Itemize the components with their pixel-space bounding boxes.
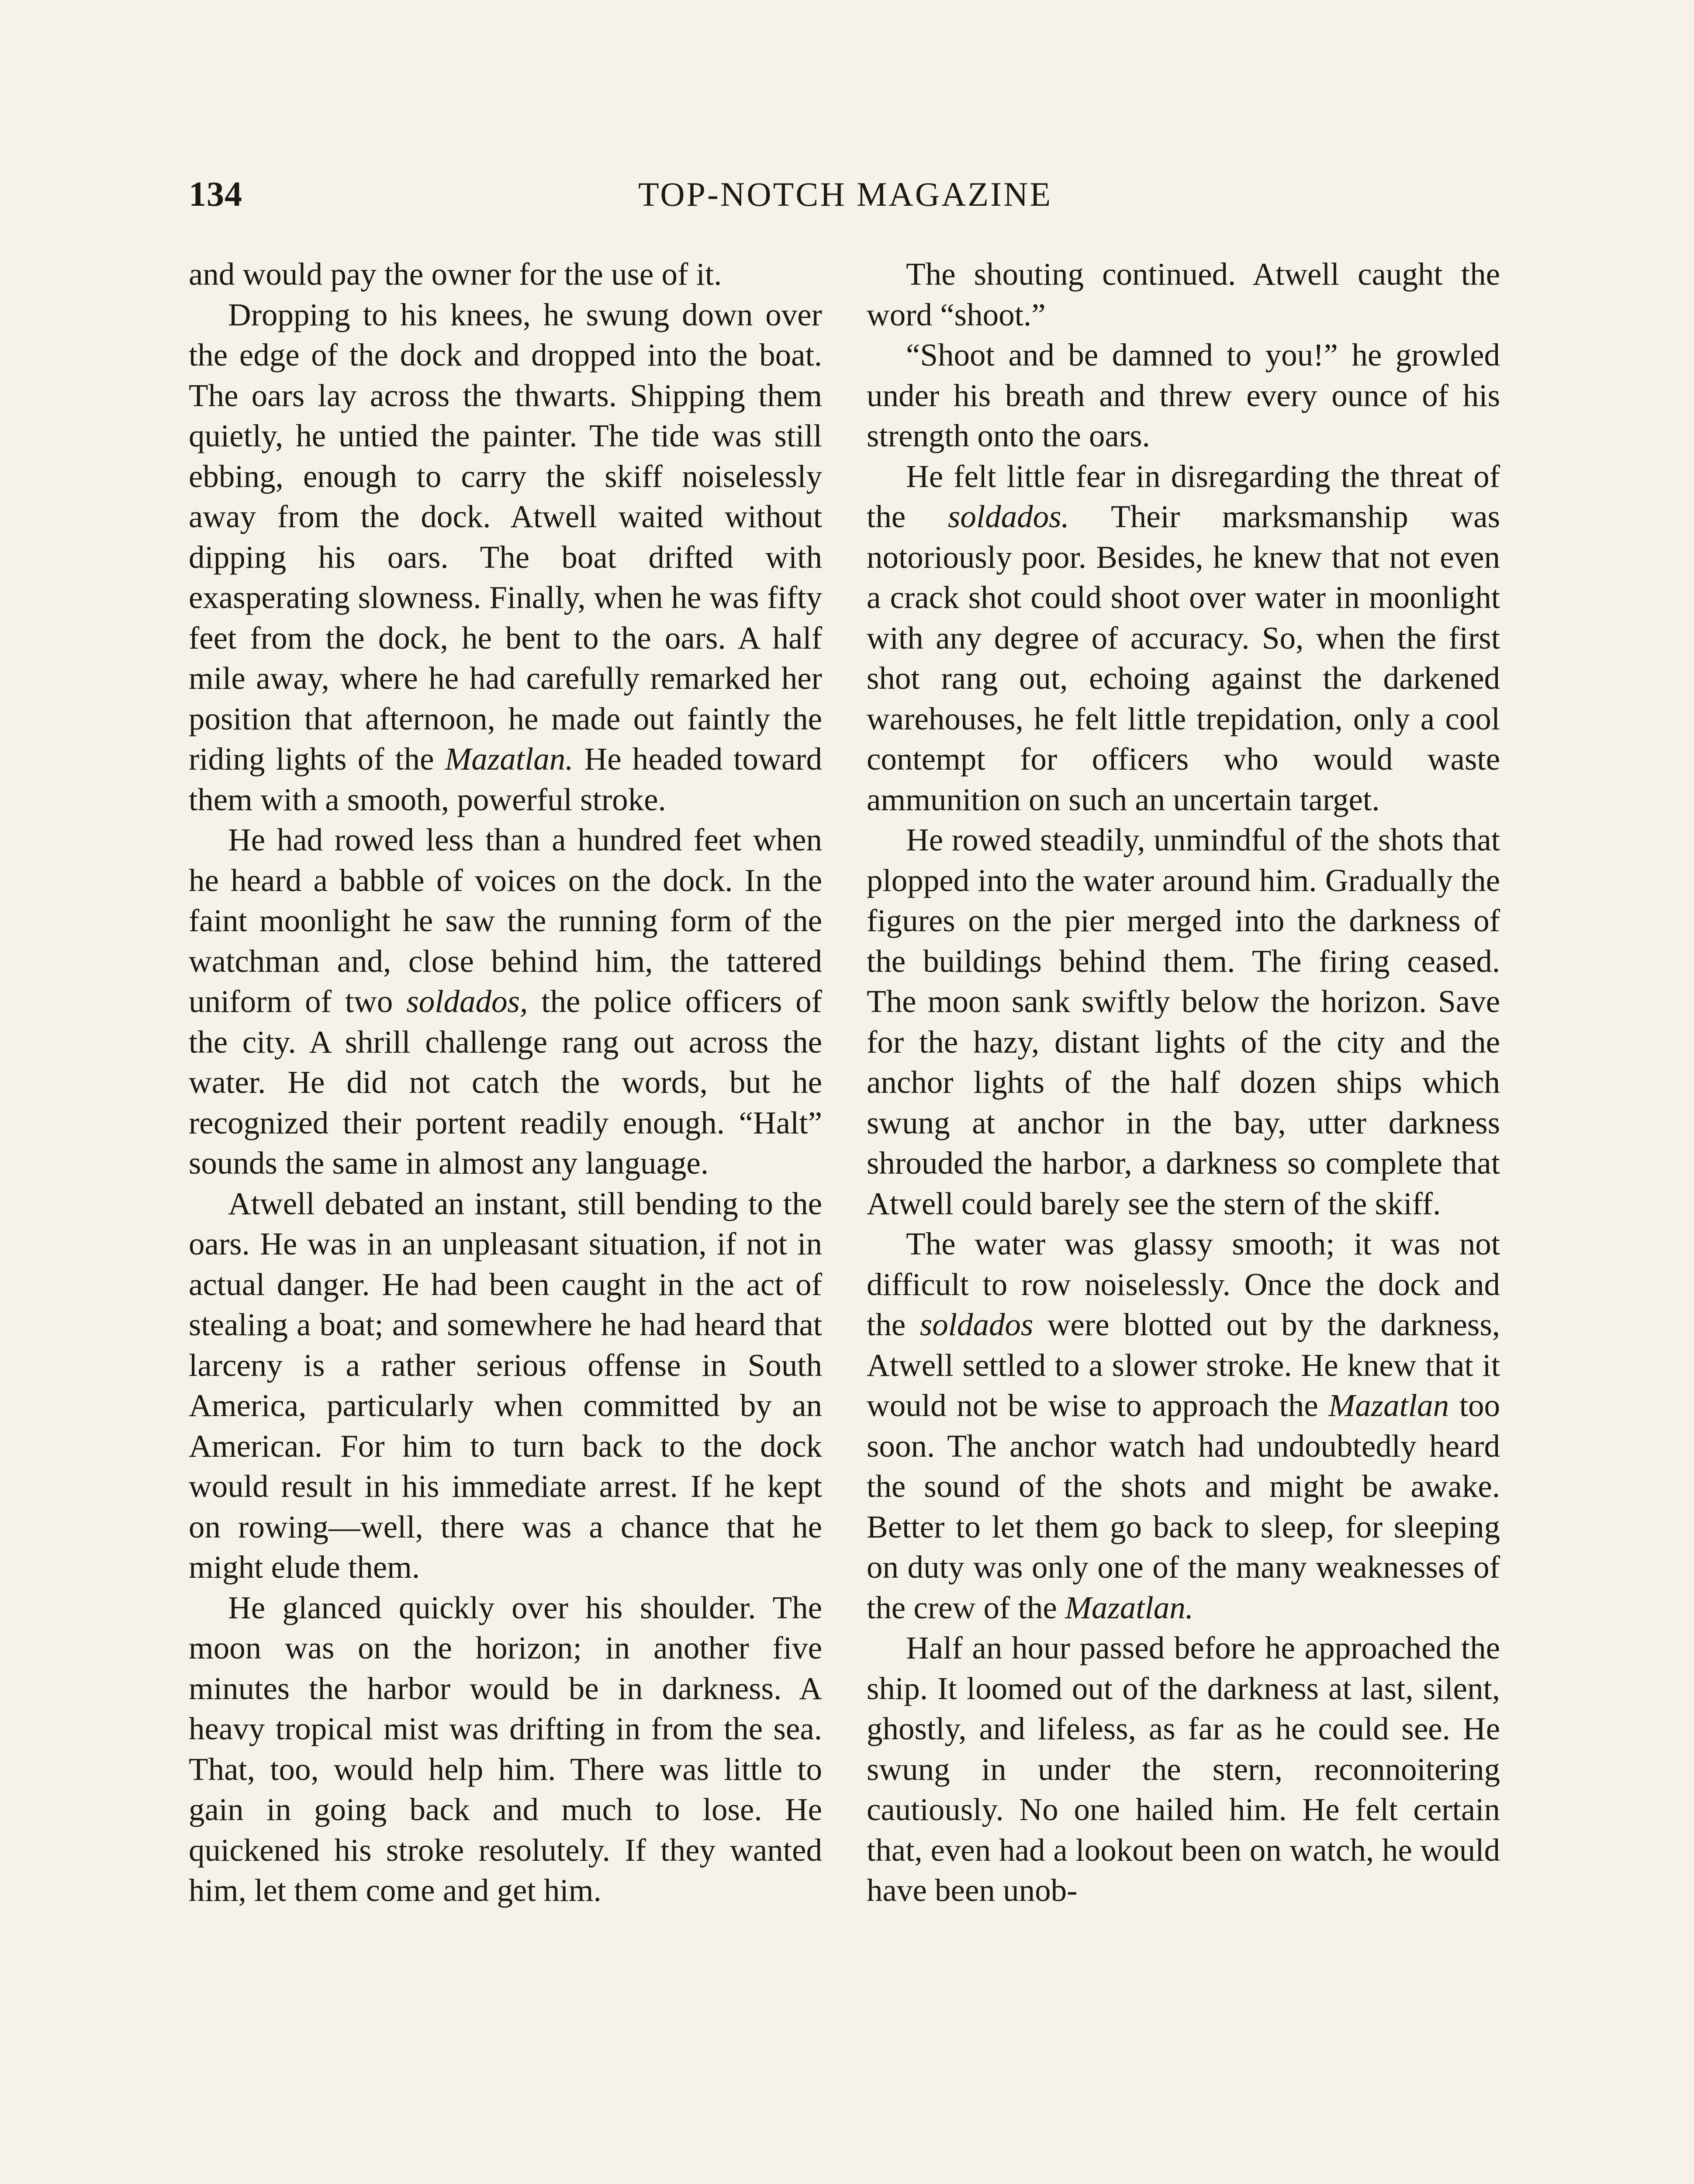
- paragraph: [867, 456, 1500, 820]
- page-header: [189, 175, 1502, 232]
- paragraph: [867, 1628, 1500, 1911]
- italic-text: Mazatlan: [1328, 1388, 1449, 1423]
- text-run: the police officers of the city. A shrill challenge rang out across the water. He did not catch the words, but he recognized their portent readily enough. “Halt” sounds the same in almost any language.: [189, 984, 822, 1181]
- italic-text: soldados.: [947, 499, 1069, 534]
- paragraph: [189, 254, 822, 295]
- left-text-column: [189, 254, 822, 2184]
- text-run: Their marksmanship was notoriously poor. Besides, he knew that not even a crack shot could shoot over water in moonlight with any degree of accuracy. So, when the first shot rang out, echoing against the darkened warehouses, he felt little trepidation, only a cool contempt for officers who would waste ammunition on such an uncertain target.: [867, 499, 1500, 817]
- paragraph: [189, 1588, 822, 1911]
- paragraph: [867, 1224, 1500, 1628]
- text-run: He headed toward them with a smooth, powerful stroke.: [189, 741, 822, 817]
- paragraph: [867, 254, 1500, 335]
- paragraph: [867, 820, 1500, 1224]
- italic-text: Mazatlan.: [1065, 1590, 1194, 1625]
- italic-text: soldados: [920, 1307, 1034, 1342]
- text-run: Half an hour passed before he approached the ship. It loomed out of the darkness at last, silent, ghostly, and lifeless, as far as he could see. He swung in under the stern, reconnoitering cautiously. No one hailed him. He felt certain that, even had a lookout been on watch, he would have been unob-: [867, 1630, 1500, 1908]
- italic-text: soldados,: [406, 984, 528, 1019]
- text-run: Dropping to his knees, he swung down over the edge of the dock and dropped into the boat. The oars lay across the thwarts. Shipping them quietly, he untied the painter. The tide was still ebbing, enough to carry the skiff noiselessly away from the dock. Atwell waited without dipping his oars. The boat drifted with exasperating slowness. Finally, when he was fifty feet from the dock, he bent to the oars. A half mile away, where he had carefully remarked her position that afternoon, he made out faintly the riding lights of the: [189, 297, 822, 777]
- right-text-column: [867, 254, 1500, 2184]
- text-run: too soon. The anchor watch had undoubtedly heard the sound of the shots and might be awake. Better to let them go back to sleep, for sleeping on duty was only one of the many weaknesses of the crew of the: [867, 1388, 1500, 1625]
- paragraph: [189, 820, 822, 1184]
- text-run: Atwell debated an instant, still bending to the oars. He was in an unpleasant situation, if not in actual danger. He had been caught in the act of stealing a boat; and somewhere he had heard that larceny is a rather serious offense in South America, particularly when committed by an American. For him to turn back to the dock would result in his immediate arrest. If he kept on rowing—well, there was a chance that he might elude them.: [189, 1185, 822, 1585]
- paragraph: [189, 295, 822, 820]
- italic-text: Mazatlan.: [445, 741, 574, 777]
- paragraph: [189, 1184, 822, 1588]
- text-run: The water was glassy smooth; it was not difficult to row noiselessly. Once the dock and the: [867, 1226, 1500, 1342]
- running-title: TOP-NOTCH MAGAZINE: [638, 175, 1052, 213]
- text-run: were blotted out by the darkness, Atwell settled to a slower stroke. He knew that it would not be wise to approach the: [867, 1307, 1500, 1423]
- text-run: He had rowed less than a hundred feet when he heard a babble of voices on the dock. In the faint moonlight he saw the running form of the watchman and, close behind him, the tattered uniform of two: [189, 822, 822, 1019]
- text-run: and would pay the owner for the use of it.: [189, 256, 722, 292]
- text-run: He rowed steadily, unmindful of the shots that plopped into the water around him. Gradually the figures on the pier merged into the darkness of the buildings behind them. The firing ceased. The moon sank swiftly below the horizon. Save for the hazy, distant lights of the city and the anchor lights of the half dozen ships which swung at anchor in the bay, utter darkness shrouded the harbor, a darkness so complete that Atwell could barely see the stern of the skiff.: [867, 822, 1500, 1221]
- paragraph: [867, 335, 1500, 456]
- text-run: “Shoot and be damned to you!” he growled under his breath and threw every ounce of his strength onto the oars.: [867, 337, 1500, 453]
- text-run: He glanced quickly over his shoulder. The moon was on the horizon; in another five minutes the harbor would be in darkness. A heavy tropical mist was drifting in from the sea. That, too, would help him. There was little to gain in going back and much to lose. He quickened his stroke resolutely. If they wanted him, let them come and get him.: [189, 1590, 822, 1908]
- text-run: He felt little fear in disregarding the threat of the: [867, 458, 1500, 534]
- text-run: The shouting continued. Atwell caught the word “shoot.”: [867, 256, 1500, 332]
- page-number: 134: [189, 175, 242, 214]
